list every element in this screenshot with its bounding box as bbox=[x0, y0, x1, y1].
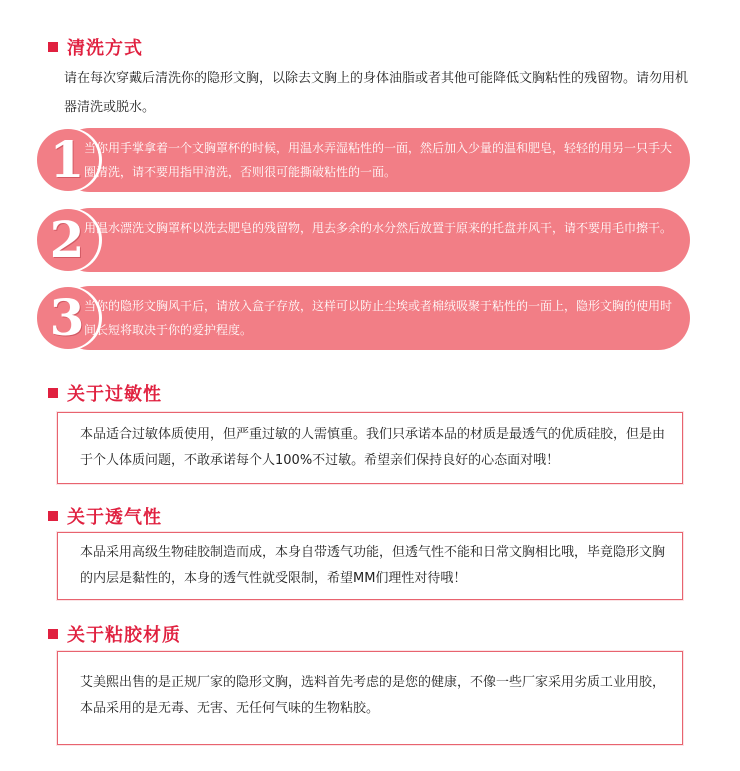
section-title-breathability bbox=[48, 503, 162, 529]
section-title-text: 关于过敏性 bbox=[67, 384, 162, 405]
step-text: 当你用手掌拿着一个文胸罩杯的时候，用温水弄湿粘性的一面，然后加入少量的温和肥皂，轻轻的用另一只手大圈清洗，请不要用指甲清洗，否则很可能撕破粘性的一面。 bbox=[84, 141, 673, 179]
section-title-text: 关于透气性 bbox=[67, 507, 162, 528]
section-title-text: 关于粘胶材质 bbox=[67, 625, 181, 646]
breathability-text: 本品采用高级生物硅胶制造而成，本身自带透气功能，但透气性不能和日常文胸相比哦，毕竟隐形文胸的内层是黏性的，本身的透气性就受限制，希望MM们理性对待哦！ bbox=[80, 545, 666, 586]
adhesive-box bbox=[57, 651, 683, 745]
step-2 bbox=[36, 208, 690, 272]
square-bullet-icon bbox=[48, 629, 58, 639]
step-text: 用温水漂洗文胸罩杯以洗去肥皂的残留物，甩去多余的水分然后放置于原来的托盘并风干，请不要用毛巾擦干。 bbox=[84, 221, 673, 235]
allergy-box bbox=[57, 412, 683, 484]
section-title-text: 清洗方式 bbox=[67, 38, 143, 59]
breathability-box bbox=[57, 532, 683, 600]
section-title-allergy bbox=[48, 380, 162, 406]
section-title-adhesive bbox=[48, 621, 181, 647]
step-number: 3 bbox=[49, 288, 85, 347]
allergy-text: 本品适合过敏体质使用，但严重过敏的人需慎重。我们只承诺本品的材质是最透气的优质硅胶，但是由于个人体质问题，不敢承诺每个人100%不过敏。希望亲们保持良好的心态面对哦！ bbox=[80, 427, 666, 468]
square-bullet-icon bbox=[48, 511, 58, 521]
step-1 bbox=[36, 128, 690, 192]
step-number: 1 bbox=[49, 130, 85, 189]
section-title-cleaning bbox=[48, 34, 143, 60]
square-bullet-icon bbox=[48, 388, 58, 398]
adhesive-text: 艾美熙出售的是正规厂家的隐形文胸，选料首先考虑的是您的健康，不像一些厂家采用劣质工业用胶，本品采用的是无毒、无害、无任何气味的生物粘胶。 bbox=[80, 675, 666, 716]
square-bullet-icon bbox=[48, 42, 58, 52]
cleaning-intro: 请在每次穿戴后清洗你的隐形文胸，以除去文胸上的身体油脂或者其他可能降低文胸粘性的残留物。请勿用机器清洗或脱水。 bbox=[64, 71, 689, 115]
step-number: 2 bbox=[49, 210, 85, 269]
step-text: 当你的隐形文胸风干后，请放入盒子存放，这样可以防止尘埃或者棉绒吸聚于粘性的一面上，隐形文胸的使用时间长短将取决于你的爱护程度。 bbox=[84, 299, 673, 337]
step-3 bbox=[36, 286, 690, 350]
